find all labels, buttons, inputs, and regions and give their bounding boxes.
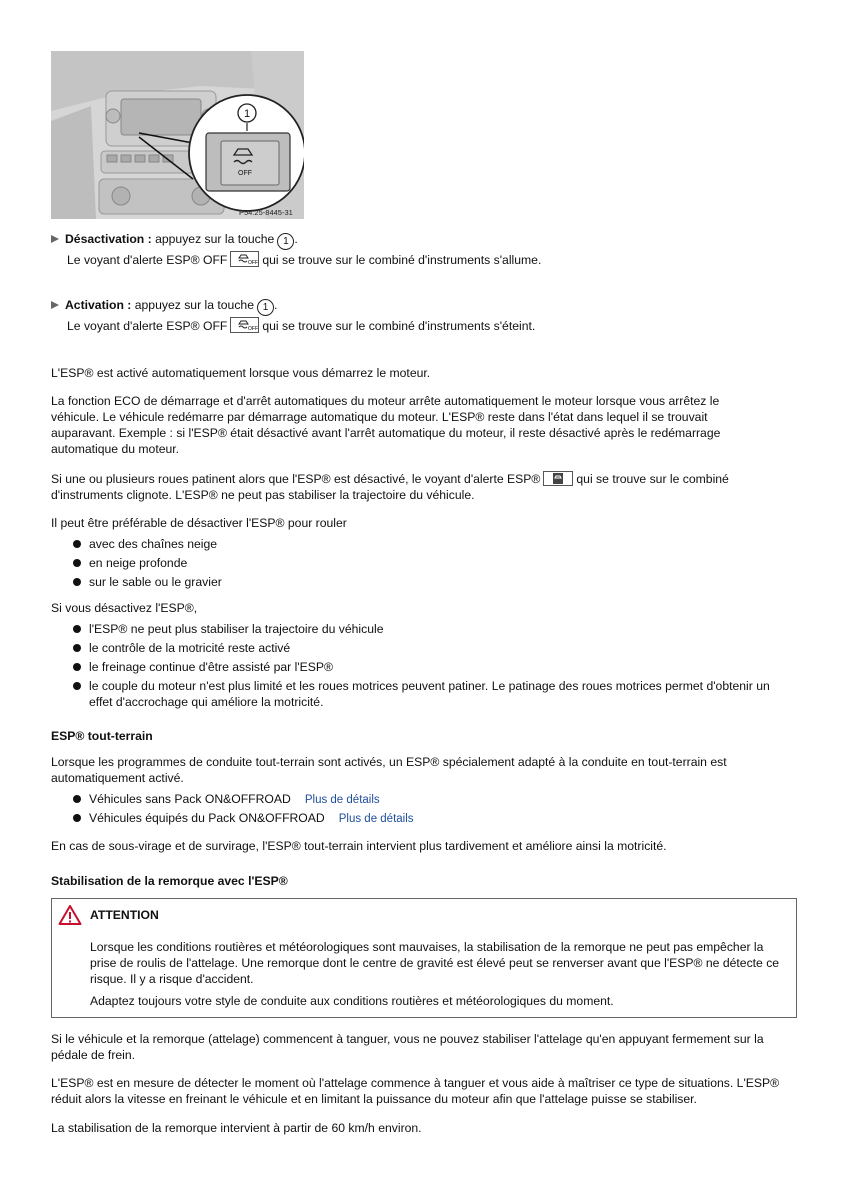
spin-text-b: qui se trouve sur le combiné d'instruments clignote. L'ESP® ne peut pas stabiliser la trajectoire du véhicule.: [51, 472, 729, 502]
if-off-paragraph: Si vous désactivez l'ESP®,: [51, 601, 198, 615]
bullet-icon: [73, 663, 81, 671]
offroad-heading: ESP® tout-terrain: [51, 729, 153, 743]
esp-off-lamp-icon: [230, 317, 259, 333]
eco-paragraph: La fonction ECO de démarrage et d'arrêt automatiques du moteur arrête automatiquement le moteur lorsque vous arrêtez le véhicule. Le véhicule redémarre par démarrage automatique du moteur. L'ESP® reste dans l'état dans lequel il se trouvait auparavant. Exemple : si l'ESP® était désactivé avant l'arrêt automatique du moteur, il reste désactivé après le redémarrage automatique du moteur.: [51, 394, 721, 456]
more-details-link[interactable]: Plus de détails: [338, 813, 414, 825]
figure-caption: P54.25-8445-31: [239, 208, 293, 217]
button-off-text: OFF: [238, 170, 252, 177]
step-arrow-icon: [51, 235, 59, 243]
step-arrow-icon: [51, 301, 59, 309]
warning-triangle-icon: [58, 904, 82, 926]
list-item: le couple du moteur n'est plus limité et les roues motrices peuvent patiner. Le patinage des roues motrices permet d'obtenir un effet d'accrochage qui améliore la motricité.: [89, 679, 770, 709]
dashboard-figure: [51, 51, 304, 219]
offroad-item-text: Véhicules équipés du Pack ON&OFFROAD: [89, 811, 325, 825]
deactivation-result: [67, 251, 812, 268]
attention-box: [51, 898, 797, 1018]
deactivation-text: appuyez sur la touche: [151, 232, 275, 246]
activation-result-b: qui se trouve sur le combiné d'instruments s'éteint.: [262, 319, 536, 333]
activation-result: [67, 317, 812, 334]
bullet-icon: [73, 644, 81, 652]
bullet-icon: [73, 578, 81, 586]
bullet-icon: [73, 682, 81, 690]
deactivation-result-b: qui se trouve sur le combiné d'instruments s'allume.: [262, 253, 542, 267]
svg-text:OFF: OFF: [248, 326, 259, 332]
trailer-paragraph-3: La stabilisation de la remorque intervient à partir de 60 km/h environ.: [51, 1121, 422, 1135]
bullet-icon: [73, 540, 81, 548]
prefer-paragraph: Il peut être préférable de désactiver l'ESP® pour rouler: [51, 516, 347, 530]
deactivation-label: Désactivation :: [65, 232, 152, 246]
offroad-intro: Lorsque les programmes de conduite tout-terrain sont activés, un ESP® spécialement adapté à la conduite en tout-terrain est automatiquement activé.: [51, 755, 727, 785]
callout-number: 1: [244, 108, 251, 120]
attention-text: Lorsque les conditions routières et météorologiques sont mauvaises, la stabilisation de la remorque ne peut pas empêcher la prise de roulis de l'attelage. Une remorque dont le centre de gravité est élevé peut se renverser avant que l'ESP® ne détecte ce risque. Il y a risque d'accident.: [90, 940, 780, 986]
list-item: [89, 810, 799, 827]
key-1-icon: 1: [277, 233, 294, 250]
spin-paragraph: [51, 471, 771, 503]
activation-text: appuyez sur la touche: [131, 298, 254, 312]
list-item: en neige profonde: [89, 556, 188, 570]
deactivation-result-a: Le voyant d'alerte ESP® OFF: [67, 253, 228, 267]
deactivation-step: Désactivation : appuyez sur la touche 1 .: [51, 231, 796, 250]
trailer-paragraph-2: L'ESP® est en mesure de détecter le moment où l'attelage commence à tanguer et vous aide à maîtriser ce type de situations. L'ESP® réduit alors la vitesse en freinant le véhicule et en limitant la puissance du moteur afin que l'attelage puisse se stabiliser.: [51, 1076, 780, 1106]
bullet-icon: [73, 795, 81, 803]
list-item: le freinage continue d'être assisté par l'ESP®: [89, 660, 333, 674]
offroad-item-text: Véhicules sans Pack ON&OFFROAD: [89, 792, 291, 806]
svg-text:OFF: OFF: [248, 260, 259, 266]
activation-result-a: Le voyant d'alerte ESP® OFF: [67, 319, 228, 333]
list-item: le contrôle de la motricité reste activé: [89, 641, 291, 655]
bullet-icon: [73, 625, 81, 633]
offroad-outro: En cas de sous-virage et de survirage, l'ESP® tout-terrain intervient plus tardivement et améliore ainsi la motricité.: [51, 839, 667, 853]
bullet-icon: [73, 559, 81, 567]
esp-off-lamp-icon: [230, 251, 259, 267]
spin-text-a: Si une ou plusieurs roues patinent alors que l'ESP® est désactivé, le voyant d'alerte ESP®: [51, 472, 541, 486]
attention-title: ATTENTION: [90, 908, 159, 922]
trailer-heading: Stabilisation de la remorque avec l'ESP®: [51, 874, 288, 888]
more-details-link[interactable]: Plus de détails: [304, 794, 380, 806]
activation-step: Activation : appuyez sur la touche 1 .: [51, 297, 796, 316]
esp-warning-lamp-icon: [543, 471, 573, 486]
bullet-icon: [73, 814, 81, 822]
key-1-icon: 1: [257, 299, 274, 316]
trailer-paragraph-1: Si le véhicule et la remorque (attelage) commencent à tanguer, vous ne pouvez stabiliser l'attelage qu'en appuyant fermement sur la pédale de frein.: [51, 1032, 764, 1062]
list-item: sur le sable ou le gravier: [89, 575, 222, 589]
attention-advice: Adaptez toujours votre style de conduite aux conditions routières et météorologiques du moment.: [90, 994, 614, 1008]
list-item: avec des chaînes neige: [89, 537, 218, 551]
list-item: l'ESP® ne peut plus stabiliser la trajectoire du véhicule: [89, 622, 384, 636]
auto-activation-paragraph: L'ESP® est activé automatiquement lorsque vous démarrez le moteur.: [51, 366, 431, 380]
list-item: [89, 791, 799, 808]
activation-label: Activation :: [65, 298, 132, 312]
dashboard-illustration: [51, 51, 304, 219]
